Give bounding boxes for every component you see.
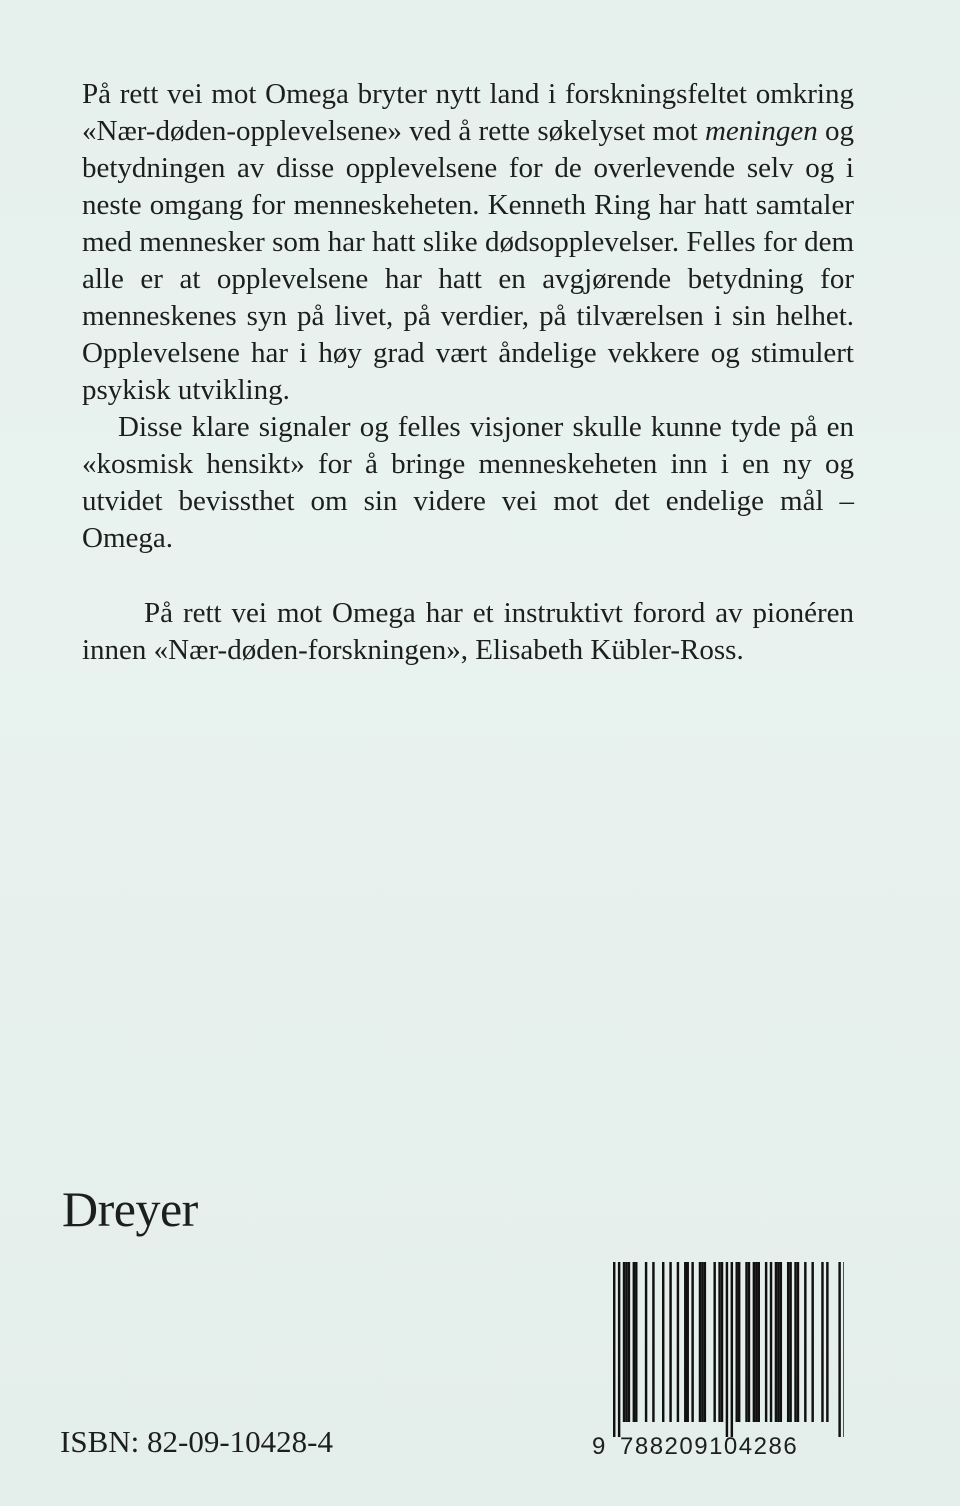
barcode-bar xyxy=(753,1262,755,1422)
barcode-bar xyxy=(731,1262,733,1437)
barcode-bar xyxy=(699,1262,701,1422)
barcode-bar xyxy=(770,1262,772,1422)
barcode-bar xyxy=(765,1262,767,1422)
barcode-bar xyxy=(821,1262,823,1422)
barcode-bar xyxy=(652,1262,654,1422)
barcode-bar xyxy=(677,1262,679,1422)
barcode-bar xyxy=(645,1262,647,1422)
barcode-bar xyxy=(726,1262,728,1437)
book-title: På rett vei mot Omega xyxy=(82,78,349,110)
barcode-bar xyxy=(704,1262,706,1422)
barcode-bar xyxy=(826,1262,828,1422)
barcode-bar xyxy=(618,1262,620,1437)
barcode-bar xyxy=(669,1262,671,1422)
barcode-bar xyxy=(721,1262,723,1422)
barcode-bar xyxy=(789,1262,791,1422)
barcode-bar xyxy=(758,1262,760,1422)
barcode-bar xyxy=(775,1262,777,1422)
blurb-paragraph-2: Disse klare signaler og felles visjoner skulle kunne tyde på en «kosmisk hensikt» for å bringe menneskeheten inn i en ny og utvidet bevissthet om sin videre vei mot det endelige mål – Omega. xyxy=(82,411,854,554)
barcode-bar xyxy=(755,1262,757,1422)
barcode-bar xyxy=(794,1262,796,1422)
barcode-bar xyxy=(684,1262,686,1422)
barcode-bar xyxy=(691,1262,693,1422)
barcode-bar xyxy=(804,1262,806,1422)
barcode-number: 788209104286 xyxy=(620,1433,799,1460)
barcode-bars xyxy=(592,1262,844,1437)
barcode-bar xyxy=(623,1262,625,1422)
barcode-bar xyxy=(662,1262,664,1422)
barcode-bar xyxy=(843,1262,844,1437)
barcode-bar xyxy=(718,1262,720,1422)
publisher-name: Dreyer xyxy=(62,1181,198,1237)
barcode-bar xyxy=(780,1262,782,1422)
barcode-bar xyxy=(701,1262,703,1422)
barcode-bar xyxy=(787,1262,789,1422)
barcode-bar xyxy=(797,1262,799,1422)
barcode-first-digit: 9 xyxy=(592,1433,607,1460)
ean-barcode xyxy=(592,1262,844,1462)
barcode-bar xyxy=(811,1262,813,1422)
barcode-bar xyxy=(736,1262,738,1422)
blurb-text: og betydningen av disse opplevelsene for de overlevende selv og i neste omgang for menneskeheten. Kenneth Ring har hatt samtaler med mennesker som har hatt slike dødsopplevelser. Felles for dem alle er at opplevelsene har hatt en avgjørende betydning for menneskenes syn på livet, på verdier, på tilværelsen i sin helhet. Opplevelsene har i høy grad vært åndelige vekkere og stimulert psykisk utvikling. xyxy=(82,115,854,406)
barcode-bar xyxy=(738,1262,740,1422)
blurb-paragraph-3: På rett vei mot Omega har et instruktivt forord av pionéren innen «Nær-døden-forskningen», Elisabeth Kübler-Ross. xyxy=(82,597,854,666)
barcode-bar xyxy=(838,1262,840,1437)
back-cover-blurb xyxy=(82,76,854,669)
barcode-bar xyxy=(613,1262,615,1437)
barcode-bar xyxy=(633,1262,635,1422)
barcode-bar xyxy=(625,1262,627,1422)
barcode-bar xyxy=(687,1262,689,1422)
barcode-bar xyxy=(635,1262,637,1422)
blurb-paragraph-1 xyxy=(82,76,854,409)
barcode-bar xyxy=(713,1262,715,1422)
barcode-bar xyxy=(745,1262,747,1422)
barcode-bar xyxy=(628,1262,630,1422)
blurb-text: bryter nytt land i forskningsfeltet omkring «Nær-døden-opplevelsene» ved å rette søkelyset mot xyxy=(82,78,854,147)
barcode-bar xyxy=(777,1262,779,1422)
emphasis-text: meningen xyxy=(704,115,818,147)
barcode-bar xyxy=(748,1262,750,1422)
isbn-number: ISBN: 82-09-10428-4 xyxy=(60,1424,333,1459)
